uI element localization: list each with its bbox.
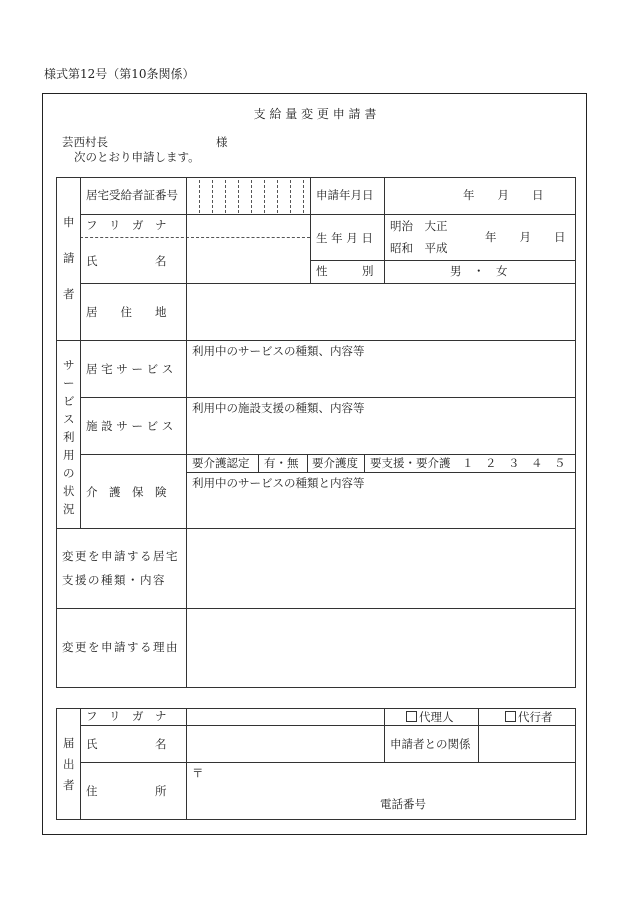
furigana-label: フ リ ガ ナ xyxy=(86,218,167,232)
service-label-2: ー xyxy=(63,376,75,390)
honorific: 様 xyxy=(216,135,228,149)
care-service-desc: 利用中のサービスの種類と内容等 xyxy=(192,476,365,490)
service-label-8: 状 xyxy=(63,484,75,498)
service-label-4: ス xyxy=(63,412,75,426)
form-id: 様式第12号（第10条関係） xyxy=(44,67,195,81)
change-request-label-2: 支援の種類・内容 xyxy=(62,573,166,587)
gender-value: 男 ・ 女 xyxy=(450,264,508,278)
addressee: 芸西村長 xyxy=(62,135,108,149)
service-label-9: 況 xyxy=(63,502,75,516)
phone-label: 電話番号 xyxy=(380,797,426,811)
service-label-7: の xyxy=(63,466,75,480)
care-cert-label: 要介護認定 xyxy=(192,456,250,470)
submitter-name-label: 氏 名 xyxy=(86,737,167,751)
care-cert-value: 有・無 xyxy=(264,456,299,470)
substitute-option[interactable] xyxy=(505,711,553,724)
application-date-value: 年 月 日 xyxy=(463,188,544,202)
facility-service-desc: 利用中の施設支援の種類、内容等 xyxy=(192,401,365,415)
applicant-label-1: 申 xyxy=(63,215,75,229)
substitute-label: 代行者 xyxy=(518,710,553,724)
birthdate-label: 生 年 月 日 xyxy=(316,231,373,245)
home-service-label: 居 宅 サ ー ビ ス xyxy=(86,362,174,376)
facility-service-label: 施 設 サ ー ビ ス xyxy=(86,419,174,433)
service-label-3: ビ xyxy=(63,394,75,408)
relation-label: 申請者との関係 xyxy=(390,737,471,751)
postal-mark: 〒 xyxy=(192,766,204,780)
care-level-label: 要介護度 xyxy=(312,456,358,470)
gender-label: 性 別 xyxy=(316,264,374,278)
proxy-checkbox[interactable] xyxy=(406,711,417,722)
change-request-label-1: 変更を申請する居宅 xyxy=(62,549,179,563)
submitter-label-1: 届 xyxy=(63,736,75,750)
service-label-6: 用 xyxy=(63,448,75,462)
submitter-furigana-label: フ リ ガ ナ xyxy=(86,709,167,723)
address-label: 居 住 地 xyxy=(86,305,167,319)
era-line-1: 明治 大正 xyxy=(390,219,448,233)
submitter-address-label: 住 所 xyxy=(86,784,167,798)
home-service-desc: 利用中のサービスの種類、内容等 xyxy=(192,344,365,358)
era-line-2: 昭和 平成 xyxy=(390,241,448,255)
change-reason-label: 変更を申請する理由 xyxy=(62,640,179,654)
submitter-label-2: 出 xyxy=(63,757,75,771)
cert-number-label: 居宅受給者証番号 xyxy=(86,188,178,202)
service-label-1: サ xyxy=(63,358,75,372)
proxy-label: 代理人 xyxy=(419,710,454,724)
application-date-label: 申請年月日 xyxy=(316,188,374,202)
care-level-value: 要支援・要介護 １ ２ ３ ４ ５ xyxy=(370,456,566,470)
intro-text: 次のとおり申請します。 xyxy=(74,150,200,164)
submitter-label-3: 者 xyxy=(63,778,75,792)
applicant-label-2: 請 xyxy=(63,251,75,265)
applicant-label-3: 者 xyxy=(63,287,75,301)
name-label: 氏 名 xyxy=(86,254,167,268)
birthdate-value: 年 月 日 xyxy=(485,230,566,244)
service-label-5: 利 xyxy=(63,430,75,444)
form-title: 支 給 量 変 更 申 請 書 xyxy=(253,107,377,121)
substitute-checkbox[interactable] xyxy=(505,711,516,722)
proxy-option[interactable] xyxy=(406,711,454,724)
care-insurance-label: 介 護 保 険 xyxy=(86,485,167,499)
